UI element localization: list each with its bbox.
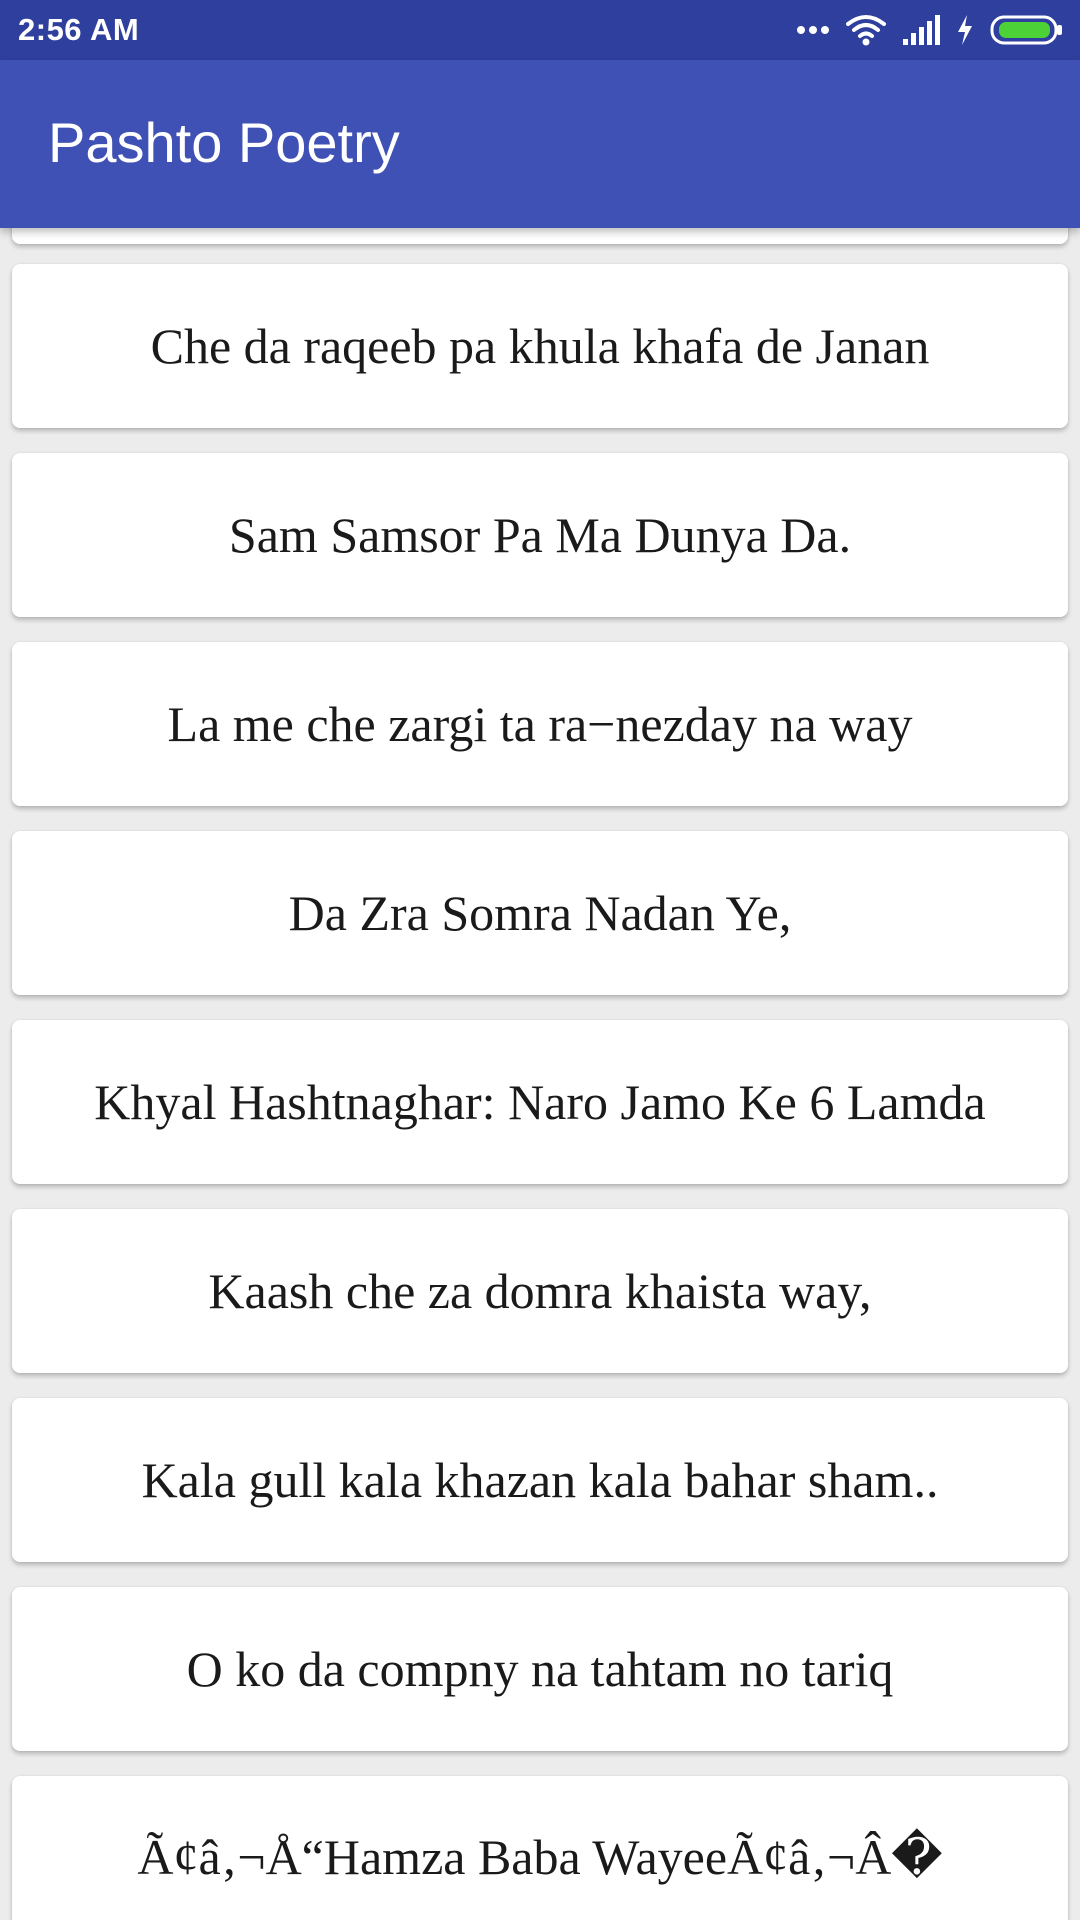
app-title: Pashto Poetry (48, 111, 400, 174)
wifi-icon (846, 14, 886, 46)
poem-list[interactable] (0, 228, 1080, 1920)
poem-card[interactable] (12, 453, 1068, 617)
app-bar (0, 60, 1080, 228)
poem-title: Da Zra Somra Nadan Ye, (288, 885, 792, 941)
poem-card[interactable] (12, 1209, 1068, 1373)
charging-bolt-icon (956, 15, 974, 45)
poem-card[interactable] (12, 831, 1068, 995)
poem-title: Kaash che za domra khaista way, (208, 1263, 872, 1319)
poem-card[interactable] (12, 642, 1068, 806)
poem-card[interactable] (12, 1398, 1068, 1562)
cell-signal-icon (902, 15, 940, 45)
poem-title: O ko da compny na tahtam no tariq (186, 1641, 894, 1697)
status-icons (796, 12, 1064, 48)
poem-card[interactable] (12, 264, 1068, 428)
poem-title: Sam Samsor Pa Ma Dunya Da. (228, 507, 852, 563)
poem-title: Ã¢â‚¬Å“Hamza Baba WayeeÃ¢â‚¬Â� (137, 1829, 943, 1885)
poem-title: La me che zargi ta ra−nezday na way (167, 696, 913, 752)
poem-card[interactable] (12, 1776, 1068, 1920)
poem-card[interactable] (12, 1587, 1068, 1751)
status-bar (0, 0, 1080, 60)
poem-title: Kala gull kala khazan kala bahar sham.. (141, 1452, 939, 1508)
poem-title: Che da raqeeb pa khula khafa de Janan (150, 318, 930, 374)
status-time: 2:56 AM (18, 12, 140, 47)
poem-title: Khyal Hashtnaghar: Naro Jamo Ke 6 Lamda (94, 1074, 986, 1130)
more-dots-icon (796, 24, 830, 36)
poem-card-partial[interactable] (12, 228, 1068, 244)
poem-card[interactable] (12, 1020, 1068, 1184)
battery-icon (990, 14, 1064, 46)
